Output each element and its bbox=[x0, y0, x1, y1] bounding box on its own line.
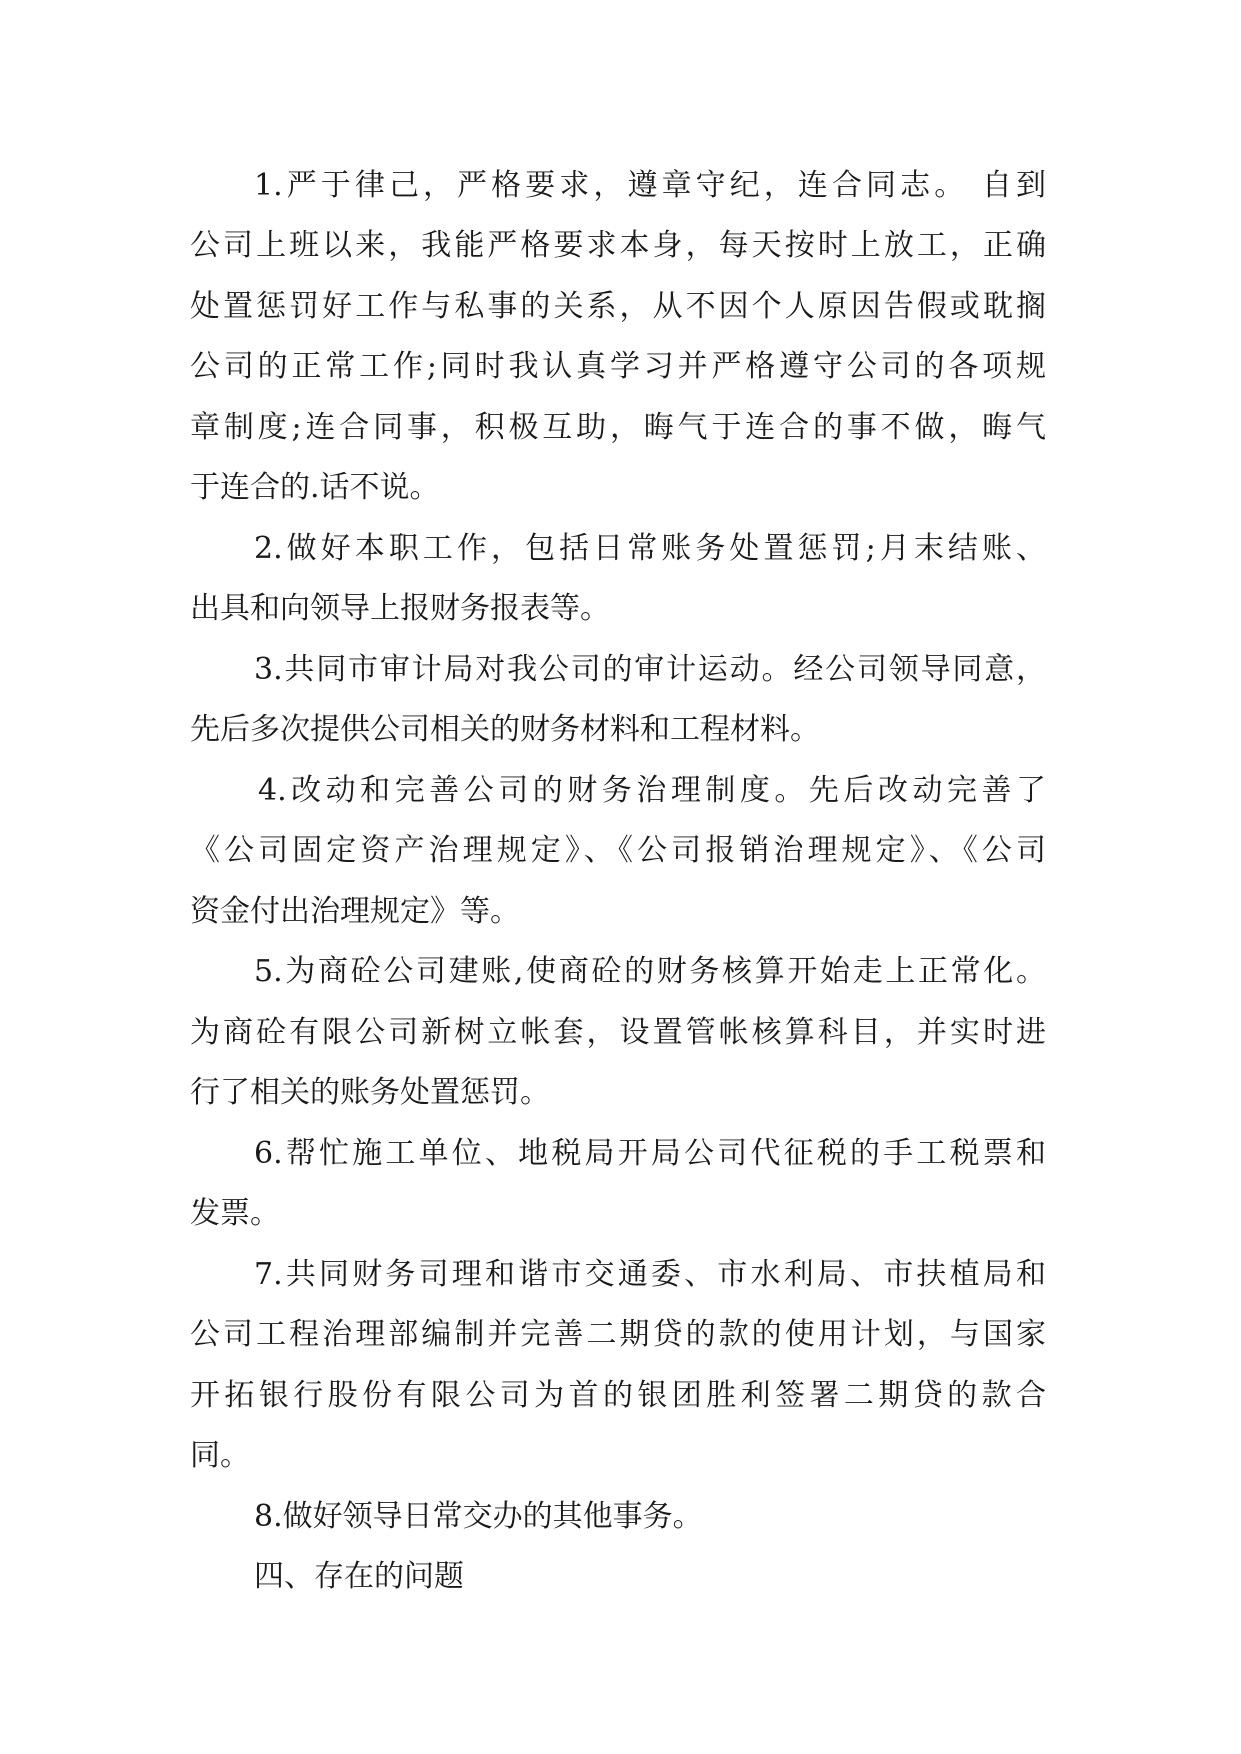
text-line: 7.共同财务司理和谐市交通委、市水利局、市扶植局和 bbox=[254, 1257, 1046, 1292]
text-line: 行了相关的账务处置惩罚。 bbox=[190, 1075, 550, 1110]
text-line: 5.为商砼公司建账,使商砼的财务核算开始走上正常化。 bbox=[254, 954, 1046, 989]
text-line: 于连合的.话不说。 bbox=[190, 470, 440, 505]
section-heading: 四、存在的问题 bbox=[254, 1559, 464, 1594]
text-line: 发票。 bbox=[190, 1196, 280, 1231]
text-line: 出具和向领导上报财务报表等。 bbox=[190, 591, 610, 626]
text-line: 章制度;连合同事，积极互助，晦气于连合的事不做，晦气 bbox=[190, 410, 1046, 445]
text-line: 开拓银行股份有限公司为首的银团胜利签署二期贷的款合 bbox=[190, 1378, 1046, 1413]
text-line: 同。 bbox=[190, 1438, 250, 1473]
text-line: 处置惩罚好工作与私事的关系，从不因个人原因告假或耽搁 bbox=[190, 289, 1046, 324]
text-line: 为商砼有限公司新树立帐套，设置管帐核算科目，并实时进 bbox=[190, 1015, 1046, 1050]
text-line: 公司的正常工作;同时我认真学习并严格遵守公司的各项规 bbox=[190, 349, 1046, 384]
text-line: 4.改动和完善公司的财务治理制度。先后改动完善了 bbox=[258, 773, 1046, 808]
text-line: 2.做好本职工作，包括日常账务处置惩罚;月末结账、 bbox=[254, 531, 1046, 566]
text-line: 公司上班以来，我能严格要求本身，每天按时上放工，正确 bbox=[190, 228, 1046, 263]
text-line: 先后多次提供公司相关的财务材料和工程材料。 bbox=[190, 712, 820, 747]
text-line: 1.严于律己，严格要求，遵章守纪，连合同志。 自到 bbox=[254, 168, 1046, 203]
text-line: 8.做好领导日常交办的其他事务。 bbox=[254, 1499, 703, 1534]
text-line: 3.共同市审计局对我公司的审计运动。经公司领导同意， bbox=[254, 652, 1046, 687]
text-line: 资金付出治理规定》等。 bbox=[190, 894, 520, 929]
text-line: 《公司固定资产治理规定》、《公司报销治理规定》、《公司 bbox=[190, 833, 1046, 868]
text-line: 公司工程治理部编制并完善二期贷的款的使用计划，与国家 bbox=[190, 1317, 1046, 1352]
text-line: 6.帮忙施工单位、地税局开局公司代征税的手工税票和 bbox=[254, 1136, 1046, 1171]
